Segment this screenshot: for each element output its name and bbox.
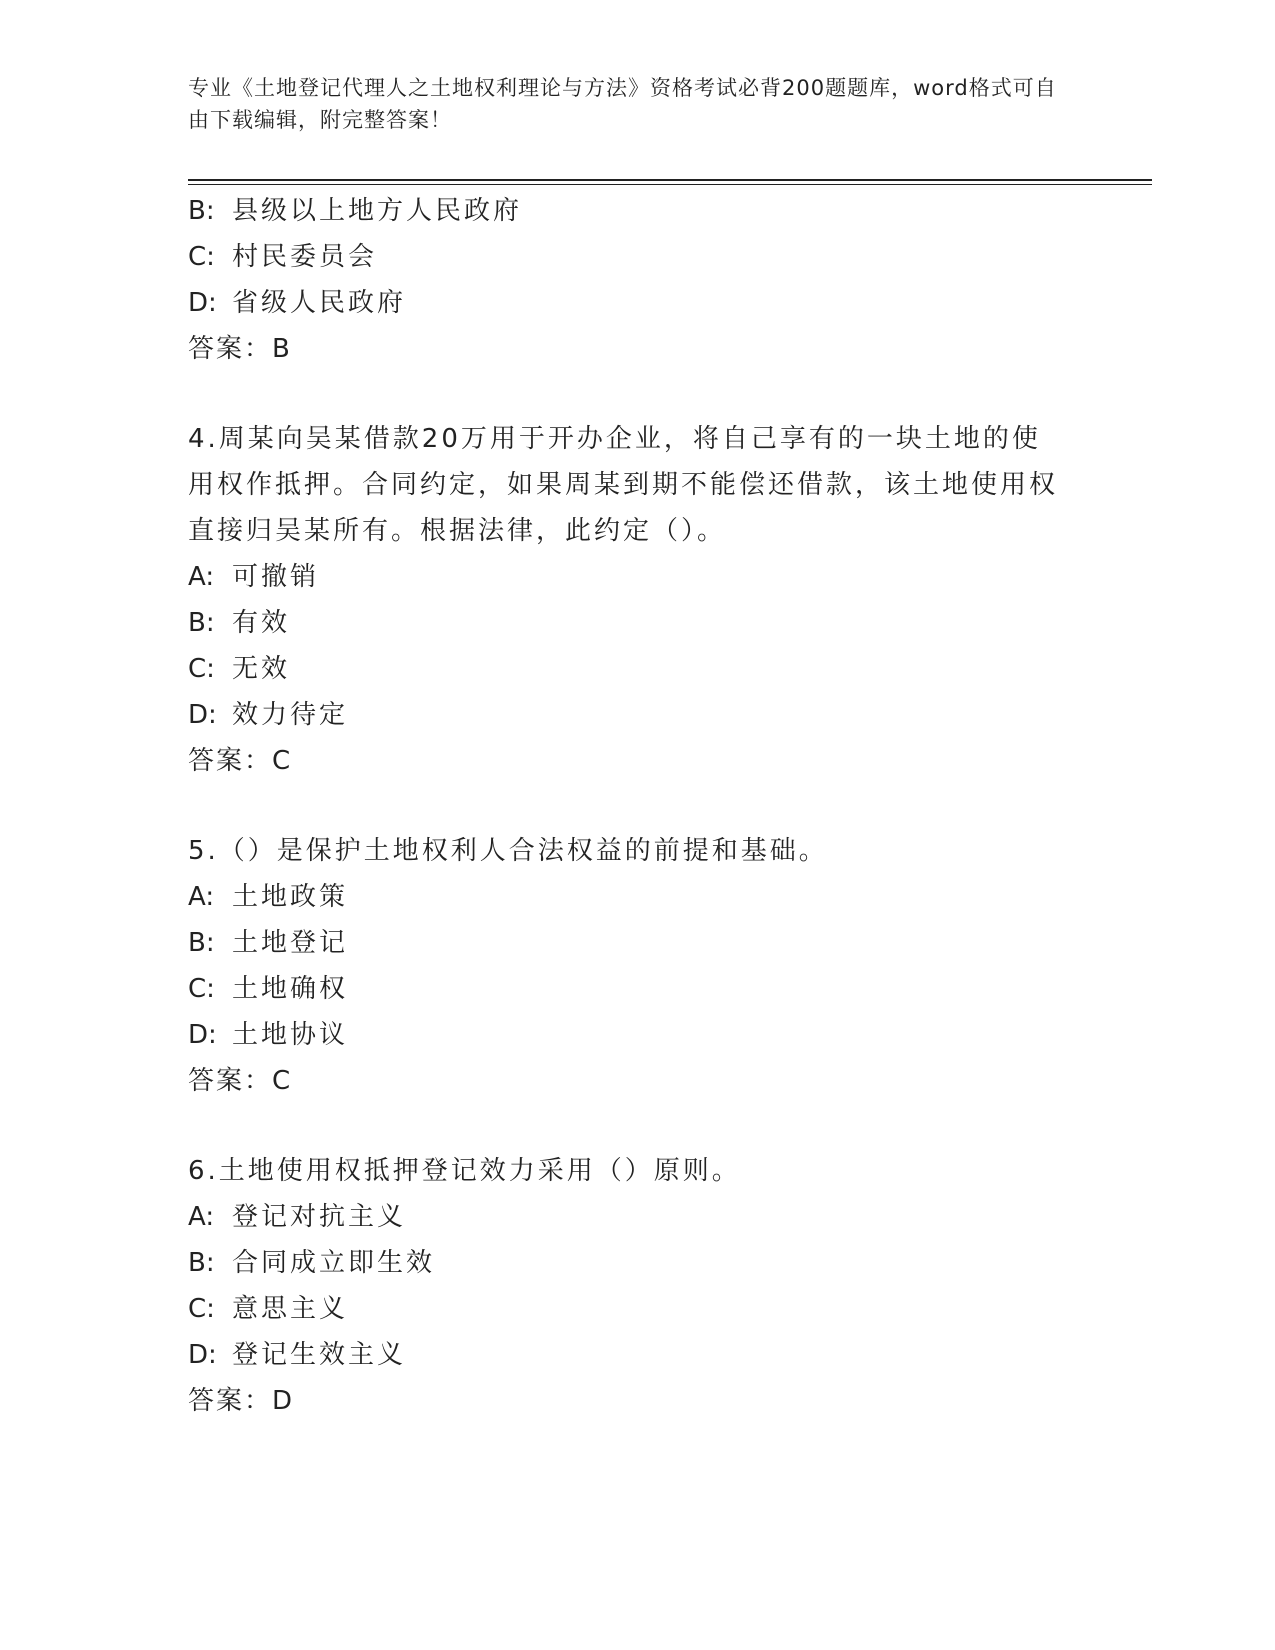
option-text: 县级以上地方人民政府 (232, 196, 523, 226)
option-text: 效力待定 (232, 700, 349, 730)
option-letter: D: (188, 700, 217, 730)
option-item (188, 1240, 1088, 1286)
option-letter: C: (188, 974, 215, 1004)
option-item (188, 1332, 1088, 1378)
question-list (188, 188, 1088, 1424)
option-item (188, 280, 1088, 326)
option-item (188, 692, 1088, 738)
option-item (188, 966, 1088, 1012)
option-item (188, 874, 1088, 920)
answer-line: 答案：D (188, 1386, 295, 1416)
option-item (188, 234, 1088, 280)
option-item (188, 920, 1088, 966)
option-item (188, 1286, 1088, 1332)
question-stem: 5.（）是保护土地权利人合法权益的前提和基础。 (188, 836, 828, 866)
option-item (188, 1194, 1088, 1240)
option-text: 省级人民政府 (232, 288, 407, 318)
option-letter: D: (188, 288, 217, 318)
spacer (188, 372, 1088, 416)
question-stem: 6.土地使用权抵押登记效力采用（）原则。 (188, 1156, 741, 1186)
answer-line: 答案：C (188, 1066, 293, 1096)
option-letter: C: (188, 242, 215, 272)
option-text: 意思主义 (232, 1294, 349, 1324)
option-letter: A: (188, 1202, 215, 1232)
option-item (188, 600, 1088, 646)
option-letter: C: (188, 1294, 215, 1324)
option-text: 有效 (232, 608, 291, 638)
option-letter: B: (188, 196, 215, 226)
option-letter: D: (188, 1020, 217, 1050)
option-letter: D: (188, 1340, 217, 1370)
option-letter: A: (188, 882, 215, 912)
option-letter: B: (188, 608, 215, 638)
option-letter: B: (188, 928, 215, 958)
header-divider-thin (188, 184, 1152, 185)
question-block (188, 828, 1088, 1104)
option-text: 可撤销 (232, 562, 320, 592)
option-text: 登记对抗主义 (232, 1202, 407, 1232)
question-block (188, 1148, 1088, 1424)
answer-line: 答案：B (188, 334, 292, 364)
option-letter: C: (188, 654, 215, 684)
question-block (188, 188, 1088, 372)
option-text: 土地协议 (232, 1020, 349, 1050)
option-item (188, 1012, 1088, 1058)
option-item (188, 554, 1088, 600)
option-text: 土地登记 (232, 928, 349, 958)
option-item (188, 188, 1088, 234)
option-letter: A: (188, 562, 215, 592)
option-text: 登记生效主义 (232, 1340, 407, 1370)
option-text: 土地政策 (232, 882, 349, 912)
spacer (188, 784, 1088, 828)
page-title: 专业《土地登记代理人之土地权利理论与方法》资格考试必背200题题库，word格式可自由下载编辑，附完整答案！ (188, 76, 1057, 132)
option-text: 村民委员会 (232, 242, 378, 272)
option-letter: B: (188, 1248, 215, 1278)
option-item (188, 646, 1088, 692)
header-divider-thick (188, 179, 1152, 181)
spacer (188, 1104, 1088, 1148)
option-text: 土地确权 (232, 974, 349, 1004)
question-stem: 4.周某向吴某借款20万用于开办企业，将自己享有的一块土地的使用权作抵押。合同约定，如果周某到期不能偿还借款，该土地使用权直接归吴某所有。根据法律，此约定（）。 (188, 424, 1059, 546)
option-text: 合同成立即生效 (232, 1248, 436, 1278)
question-block (188, 416, 1088, 784)
option-text: 无效 (232, 654, 291, 684)
answer-line: 答案：C (188, 746, 293, 776)
